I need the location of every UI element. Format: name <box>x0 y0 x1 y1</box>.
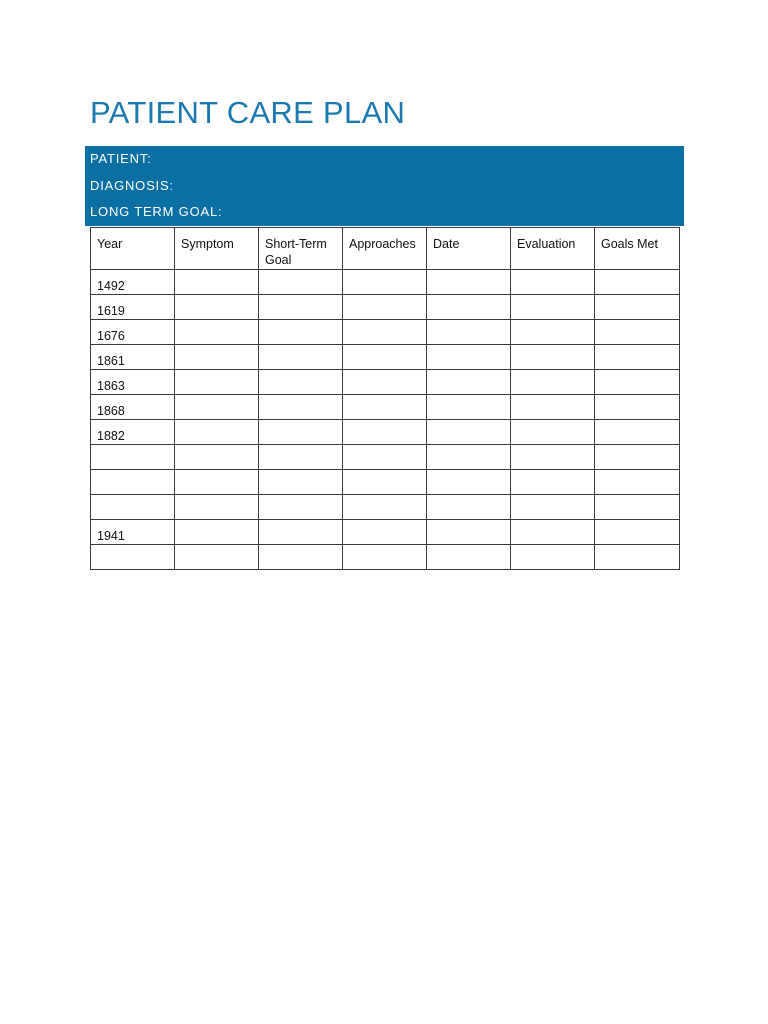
short-term-goal-cell[interactable] <box>259 545 343 570</box>
evaluation-cell[interactable] <box>511 495 595 520</box>
patient-info-band <box>85 146 684 226</box>
evaluation-cell[interactable] <box>511 320 595 345</box>
year-cell[interactable] <box>91 445 175 470</box>
date-cell[interactable] <box>427 270 511 295</box>
date-cell[interactable] <box>427 345 511 370</box>
short-term-goal-cell[interactable] <box>259 370 343 395</box>
year-cell[interactable] <box>91 470 175 495</box>
short-term-goal-cell[interactable] <box>259 445 343 470</box>
goals-met-cell[interactable] <box>595 495 680 520</box>
date-cell[interactable] <box>427 370 511 395</box>
short-term-goal-cell[interactable] <box>259 320 343 345</box>
goals-met-cell[interactable] <box>595 320 680 345</box>
symptom-cell[interactable] <box>175 320 259 345</box>
evaluation-cell[interactable] <box>511 370 595 395</box>
goals-met-cell[interactable] <box>595 270 680 295</box>
evaluation-cell[interactable] <box>511 470 595 495</box>
table-row <box>91 445 680 470</box>
goals-met-cell[interactable] <box>595 470 680 495</box>
symptom-cell[interactable] <box>175 470 259 495</box>
goals-met-cell[interactable] <box>595 420 680 445</box>
evaluation-cell[interactable] <box>511 395 595 420</box>
table-row <box>91 545 680 570</box>
approaches-cell[interactable] <box>343 370 427 395</box>
table-row <box>91 320 680 345</box>
header-approaches: Approaches <box>343 228 427 270</box>
date-cell[interactable] <box>427 495 511 520</box>
symptom-cell[interactable] <box>175 520 259 545</box>
header-evaluation: Evaluation <box>511 228 595 270</box>
approaches-cell[interactable] <box>343 520 427 545</box>
approaches-cell[interactable] <box>343 395 427 420</box>
goals-met-cell[interactable] <box>595 445 680 470</box>
approaches-cell[interactable] <box>343 270 427 295</box>
year-cell[interactable]: 1882 <box>91 420 175 445</box>
approaches-cell[interactable] <box>343 470 427 495</box>
year-cell[interactable]: 1861 <box>91 345 175 370</box>
table-row <box>91 370 680 395</box>
year-cell[interactable] <box>91 495 175 520</box>
header-short-term-goal: Short-Term Goal <box>259 228 343 270</box>
diagnosis-label: DIAGNOSIS: <box>90 178 174 193</box>
symptom-cell[interactable] <box>175 420 259 445</box>
goals-met-cell[interactable] <box>595 520 680 545</box>
goals-met-cell[interactable] <box>595 295 680 320</box>
symptom-cell[interactable] <box>175 295 259 320</box>
year-cell[interactable]: 1941 <box>91 520 175 545</box>
date-cell[interactable] <box>427 445 511 470</box>
symptom-cell[interactable] <box>175 495 259 520</box>
date-cell[interactable] <box>427 470 511 495</box>
evaluation-cell[interactable] <box>511 420 595 445</box>
short-term-goal-cell[interactable] <box>259 270 343 295</box>
approaches-cell[interactable] <box>343 295 427 320</box>
symptom-cell[interactable] <box>175 545 259 570</box>
patient-label: PATIENT: <box>90 151 152 166</box>
evaluation-cell[interactable] <box>511 345 595 370</box>
page-title: PATIENT CARE PLAN <box>90 95 406 130</box>
short-term-goal-cell[interactable] <box>259 470 343 495</box>
year-cell[interactable]: 1868 <box>91 395 175 420</box>
header-year: Year <box>91 228 175 270</box>
date-cell[interactable] <box>427 320 511 345</box>
goals-met-cell[interactable] <box>595 545 680 570</box>
date-cell[interactable] <box>427 545 511 570</box>
long-term-goal-label: LONG TERM GOAL: <box>90 204 223 219</box>
year-cell[interactable] <box>91 545 175 570</box>
symptom-cell[interactable] <box>175 345 259 370</box>
header-goals-met: Goals Met <box>595 228 680 270</box>
goals-met-cell[interactable] <box>595 395 680 420</box>
table-row <box>91 470 680 495</box>
approaches-cell[interactable] <box>343 420 427 445</box>
evaluation-cell[interactable] <box>511 445 595 470</box>
symptom-cell[interactable] <box>175 370 259 395</box>
short-term-goal-cell[interactable] <box>259 345 343 370</box>
approaches-cell[interactable] <box>343 345 427 370</box>
date-cell[interactable] <box>427 295 511 320</box>
table-row <box>91 295 680 320</box>
table-row <box>91 495 680 520</box>
short-term-goal-cell[interactable] <box>259 295 343 320</box>
year-cell[interactable]: 1676 <box>91 320 175 345</box>
date-cell[interactable] <box>427 420 511 445</box>
table-row <box>91 345 680 370</box>
table-row <box>91 520 680 545</box>
year-cell[interactable]: 1619 <box>91 295 175 320</box>
table-row <box>91 270 680 295</box>
approaches-cell[interactable] <box>343 320 427 345</box>
evaluation-cell[interactable] <box>511 545 595 570</box>
goals-met-cell[interactable] <box>595 345 680 370</box>
header-symptom: Symptom <box>175 228 259 270</box>
short-term-goal-cell[interactable] <box>259 395 343 420</box>
short-term-goal-cell[interactable] <box>259 420 343 445</box>
header-date: Date <box>427 228 511 270</box>
table-row <box>91 420 680 445</box>
table-row <box>91 395 680 420</box>
care-plan-table <box>90 227 680 570</box>
short-term-goal-cell[interactable] <box>259 495 343 520</box>
year-cell[interactable]: 1492 <box>91 270 175 295</box>
table-header-row <box>91 228 680 270</box>
evaluation-cell[interactable] <box>511 520 595 545</box>
year-cell[interactable]: 1863 <box>91 370 175 395</box>
date-cell[interactable] <box>427 395 511 420</box>
evaluation-cell[interactable] <box>511 295 595 320</box>
approaches-cell[interactable] <box>343 545 427 570</box>
approaches-cell[interactable] <box>343 495 427 520</box>
evaluation-cell[interactable] <box>511 270 595 295</box>
symptom-cell[interactable] <box>175 395 259 420</box>
approaches-cell[interactable] <box>343 445 427 470</box>
short-term-goal-cell[interactable] <box>259 520 343 545</box>
goals-met-cell[interactable] <box>595 370 680 395</box>
date-cell[interactable] <box>427 520 511 545</box>
symptom-cell[interactable] <box>175 270 259 295</box>
symptom-cell[interactable] <box>175 445 259 470</box>
